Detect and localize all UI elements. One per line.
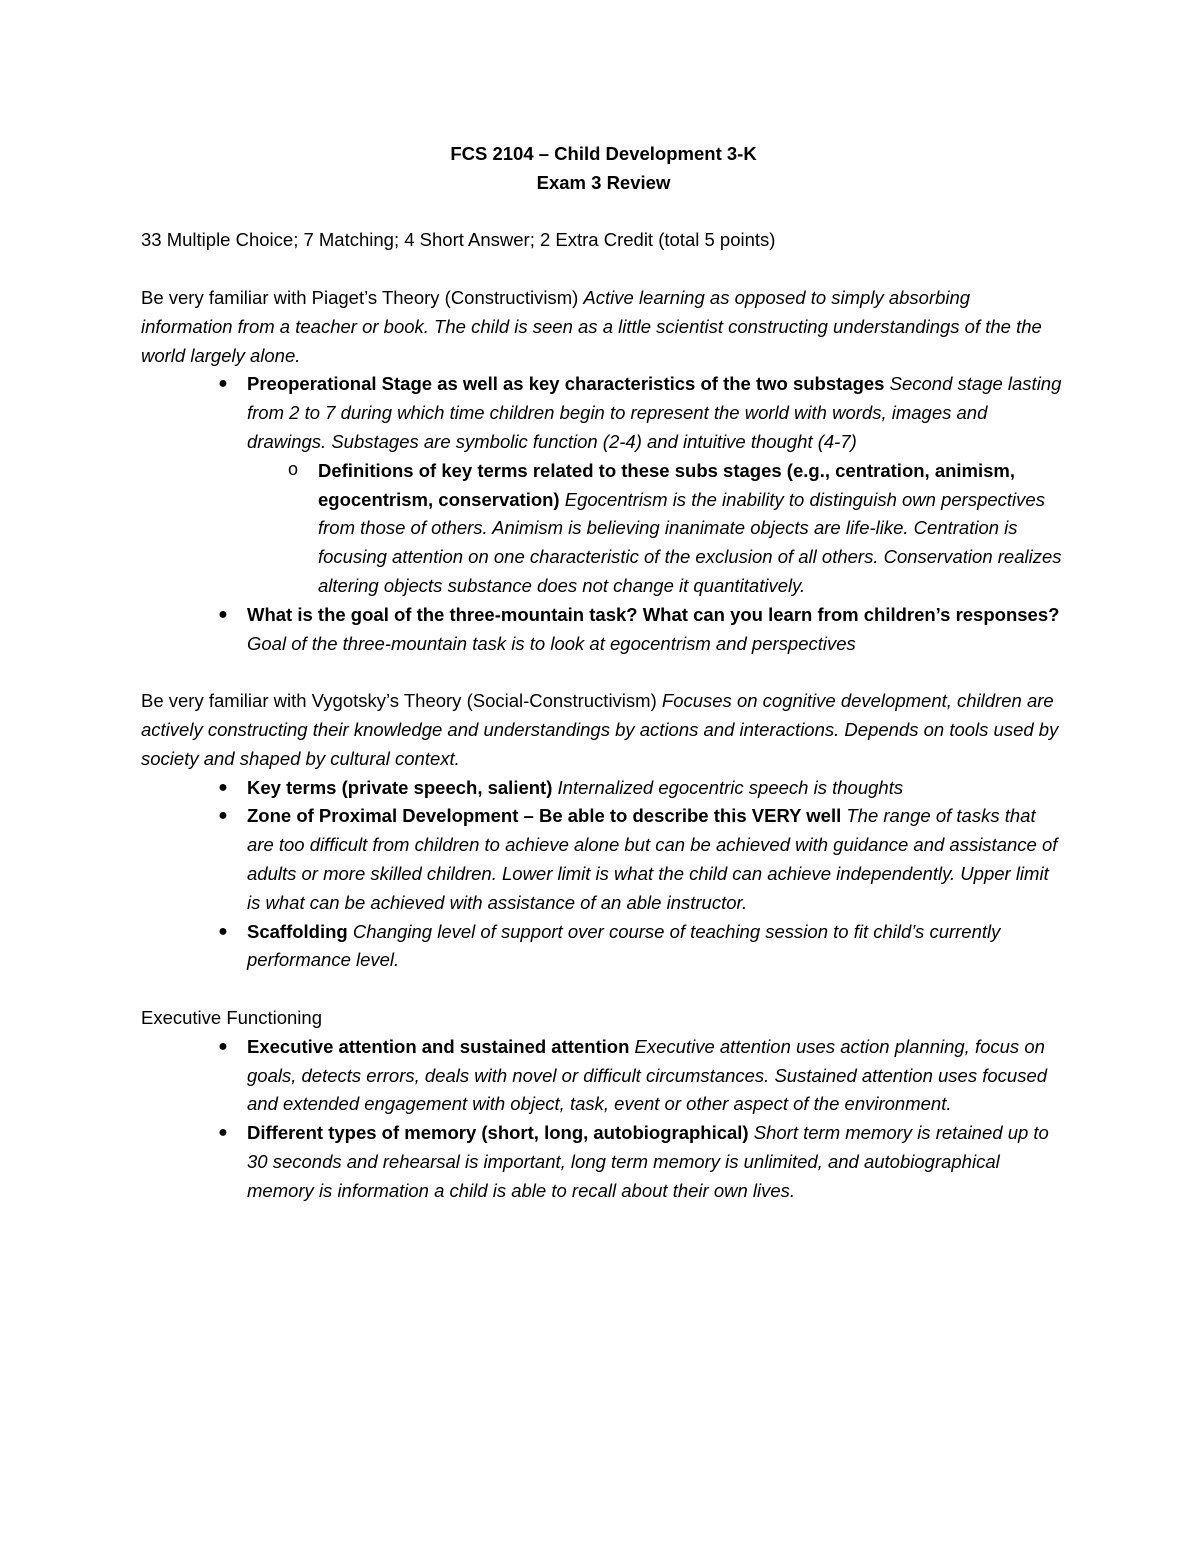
item-question: Different types of memory (short, long, autobiographical) — [247, 1122, 749, 1144]
vygotsky-heading: Be very familiar with Vygotsky’s Theory (Social-Constructivism) — [141, 690, 657, 712]
hollow-bullet-icon: o — [287, 460, 299, 481]
bullet-icon: ● — [218, 375, 228, 393]
vygotsky-section — [141, 687, 1066, 975]
item-answer: The range of tasks that are too difficult from children to achieve alone but can be achieved with guidance and assistance of adults or more skilled children. Lower limit is what the child can achieve independently. Upper limit is what can be achieved with assistance of an able instructor. — [247, 805, 1058, 913]
list-item — [141, 370, 1066, 600]
executive-list — [141, 1033, 1066, 1206]
item-answer: Egocentrism is the inability to distinguish own perspectives from those of others. Animism is believing inanimate objects are life-like. Centration is focusing attention on one characteristic of the exclusion of all others. Conservation realizes altering objects substance does not change it quantitatively. — [318, 488, 1062, 596]
bullet-icon: ● — [218, 807, 228, 825]
vygotsky-intro — [141, 687, 1066, 773]
spacer — [141, 658, 1066, 687]
item-question: Scaffolding — [247, 920, 348, 942]
sub-list-item — [247, 457, 1066, 601]
spacer — [141, 198, 1066, 227]
piaget-section — [141, 284, 1066, 658]
item-question: Zone of Proximal Development – Be able to describe this VERY well — [247, 805, 842, 827]
piaget-intro — [141, 284, 1066, 370]
bullet-icon: ● — [218, 605, 228, 623]
piaget-heading: Be very familiar with Piaget’s Theory (Constructivism) — [141, 286, 579, 308]
bullet-icon: ● — [218, 778, 228, 796]
list-item — [141, 774, 1066, 803]
executive-heading: Executive Functioning — [141, 1006, 322, 1028]
document-page — [141, 140, 1066, 1205]
list-item — [141, 802, 1066, 917]
list-item — [141, 1033, 1066, 1119]
exam-format-line: 33 Multiple Choice; 7 Matching; 4 Short Answer; 2 Extra Credit (total 5 points) — [141, 229, 776, 251]
item-answer: Short term memory is retained up to 30 seconds and rehearsal is important, long term memory is unlimited, and autobiographical memory is information a child is able to recall about their own lives. — [247, 1122, 1049, 1201]
list-item — [141, 1119, 1066, 1205]
item-answer: Executive attention uses action planning, focus on goals, detects errors, deals with novel or difficult circumstances. Sustained attention uses focused and extended engagement with object, task, event or other aspect of the environment. — [247, 1035, 1048, 1115]
course-title: FCS 2104 – Child Development 3-K — [450, 143, 757, 164]
sub-list — [247, 457, 1066, 601]
item-question: What is the goal of the three-mountain task? What can you learn from children’s responses? — [247, 603, 1060, 625]
item-answer: Goal of the three-mountain task is to look at egocentrism and perspectives — [247, 632, 856, 654]
bullet-icon: ● — [218, 1037, 228, 1055]
list-item — [141, 918, 1066, 976]
spacer — [141, 975, 1066, 1004]
item-answer: Internalized egocentric speech is thoughts — [557, 776, 904, 798]
item-answer: Changing level of support over course of teaching session to fit child’s currently performance level. — [247, 920, 1001, 971]
piaget-list — [141, 370, 1066, 658]
exam-title: Exam 3 Review — [536, 171, 671, 193]
vygotsky-list — [141, 774, 1066, 976]
item-question: Preoperational Stage as well as key characteristics of the two substages — [247, 373, 885, 395]
bullet-icon: ● — [218, 922, 228, 940]
item-answer: Second stage lasting from 2 to 7 during which time children begin to represent the world with words, images and drawings. Substages are symbolic function (2-4) and intuitive thought (4-7) — [247, 373, 1062, 452]
list-item — [141, 601, 1066, 659]
item-question: Definitions of key terms related to these subs stages (e.g., centration, animism, egocentrism, conservation) — [318, 459, 1016, 510]
bullet-icon: ● — [218, 1124, 228, 1142]
executive-section — [141, 1004, 1066, 1206]
piaget-answer: Active learning as opposed to simply absorbing information from a teacher or book. The child is seen as a little scientist constructing understandings of the the world largely alone. — [141, 286, 1042, 366]
spacer — [141, 255, 1066, 284]
vygotsky-answer: Focuses on cognitive development, children are actively constructing their knowledge and understandings by actions and interactions. Depends on tools used by society and shaped by cultural context. — [141, 690, 1059, 769]
item-question: Executive attention and sustained attention — [247, 1035, 630, 1057]
item-question: Key terms (private speech, salient) — [247, 776, 553, 798]
